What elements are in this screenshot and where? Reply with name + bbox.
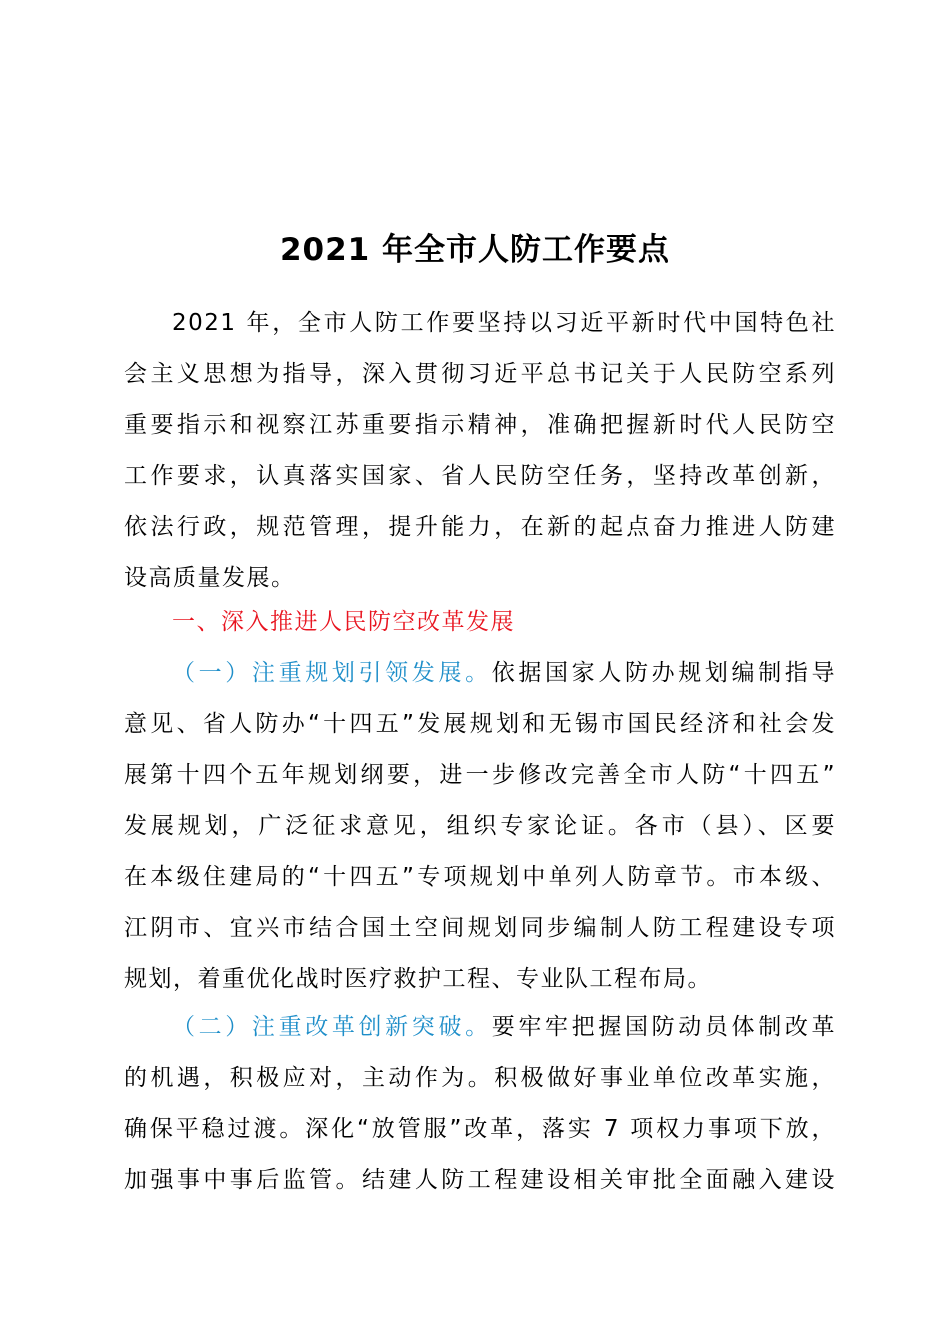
item-line: 发展规划，广泛征求意见，组织专家论证。各市（县）、区要 xyxy=(124,813,836,839)
item-text: 要牢牢把握国防动员体制改革 xyxy=(491,1014,837,1040)
intro-line: 2021 年，全市人防工作要坚持以习近平新时代中国特色社 xyxy=(172,310,836,336)
item-subheading: （二）注重改革创新突破。 xyxy=(172,1014,492,1040)
item-line: 加强事中事后监管。结建人防工程建设相关审批全面融入建设 xyxy=(124,1167,836,1193)
item-first-line xyxy=(172,656,836,690)
section-heading: 一、深入推进人民防空改革发展 xyxy=(172,609,515,635)
intro-line: 会主义思想为指导，深入贯彻习近平总书记关于人民防空系列 xyxy=(124,361,836,387)
item-line: 江阴市、宜兴市结合国土空间规划同步编制人防工程建设专项 xyxy=(124,915,836,941)
item-first-line xyxy=(172,1010,836,1044)
item-line: 意见、省人防办“十四五”发展规划和无锡市国民经济和社会发 xyxy=(124,711,836,737)
item-text: 依据国家人防办规划编制指导 xyxy=(491,660,837,686)
item-line: 展第十四个五年规划纲要，进一步修改完善全市人防“十四五” xyxy=(124,762,836,788)
item-line: 在本级住建局的“十四五”专项规划中单列人防章节。市本级、 xyxy=(124,864,836,890)
intro-line: 重要指示和视察江苏重要指示精神，准确把握新时代人民防空 xyxy=(124,412,836,438)
intro-line: 依法行政，规范管理，提升能力，在新的起点奋力推进人防建 xyxy=(124,514,836,540)
item-line: 确保平稳过渡。深化“放管服”改革，落实 7 项权力事项下放， xyxy=(124,1116,836,1142)
item-subheading: （一）注重规划引领发展。 xyxy=(172,660,492,686)
item-line: 规划，着重优化战时医疗救护工程、专业队工程布局。 xyxy=(124,966,712,992)
intro-line: 设高质量发展。 xyxy=(124,565,296,591)
intro-line: 工作要求，认真落实国家、省人民防空任务，坚持改革创新， xyxy=(124,463,836,489)
item-line: 的机遇，积极应对，主动作为。积极做好事业单位改革实施， xyxy=(124,1065,836,1091)
document-title: 2021 年全市人防工作要点 xyxy=(279,232,671,268)
